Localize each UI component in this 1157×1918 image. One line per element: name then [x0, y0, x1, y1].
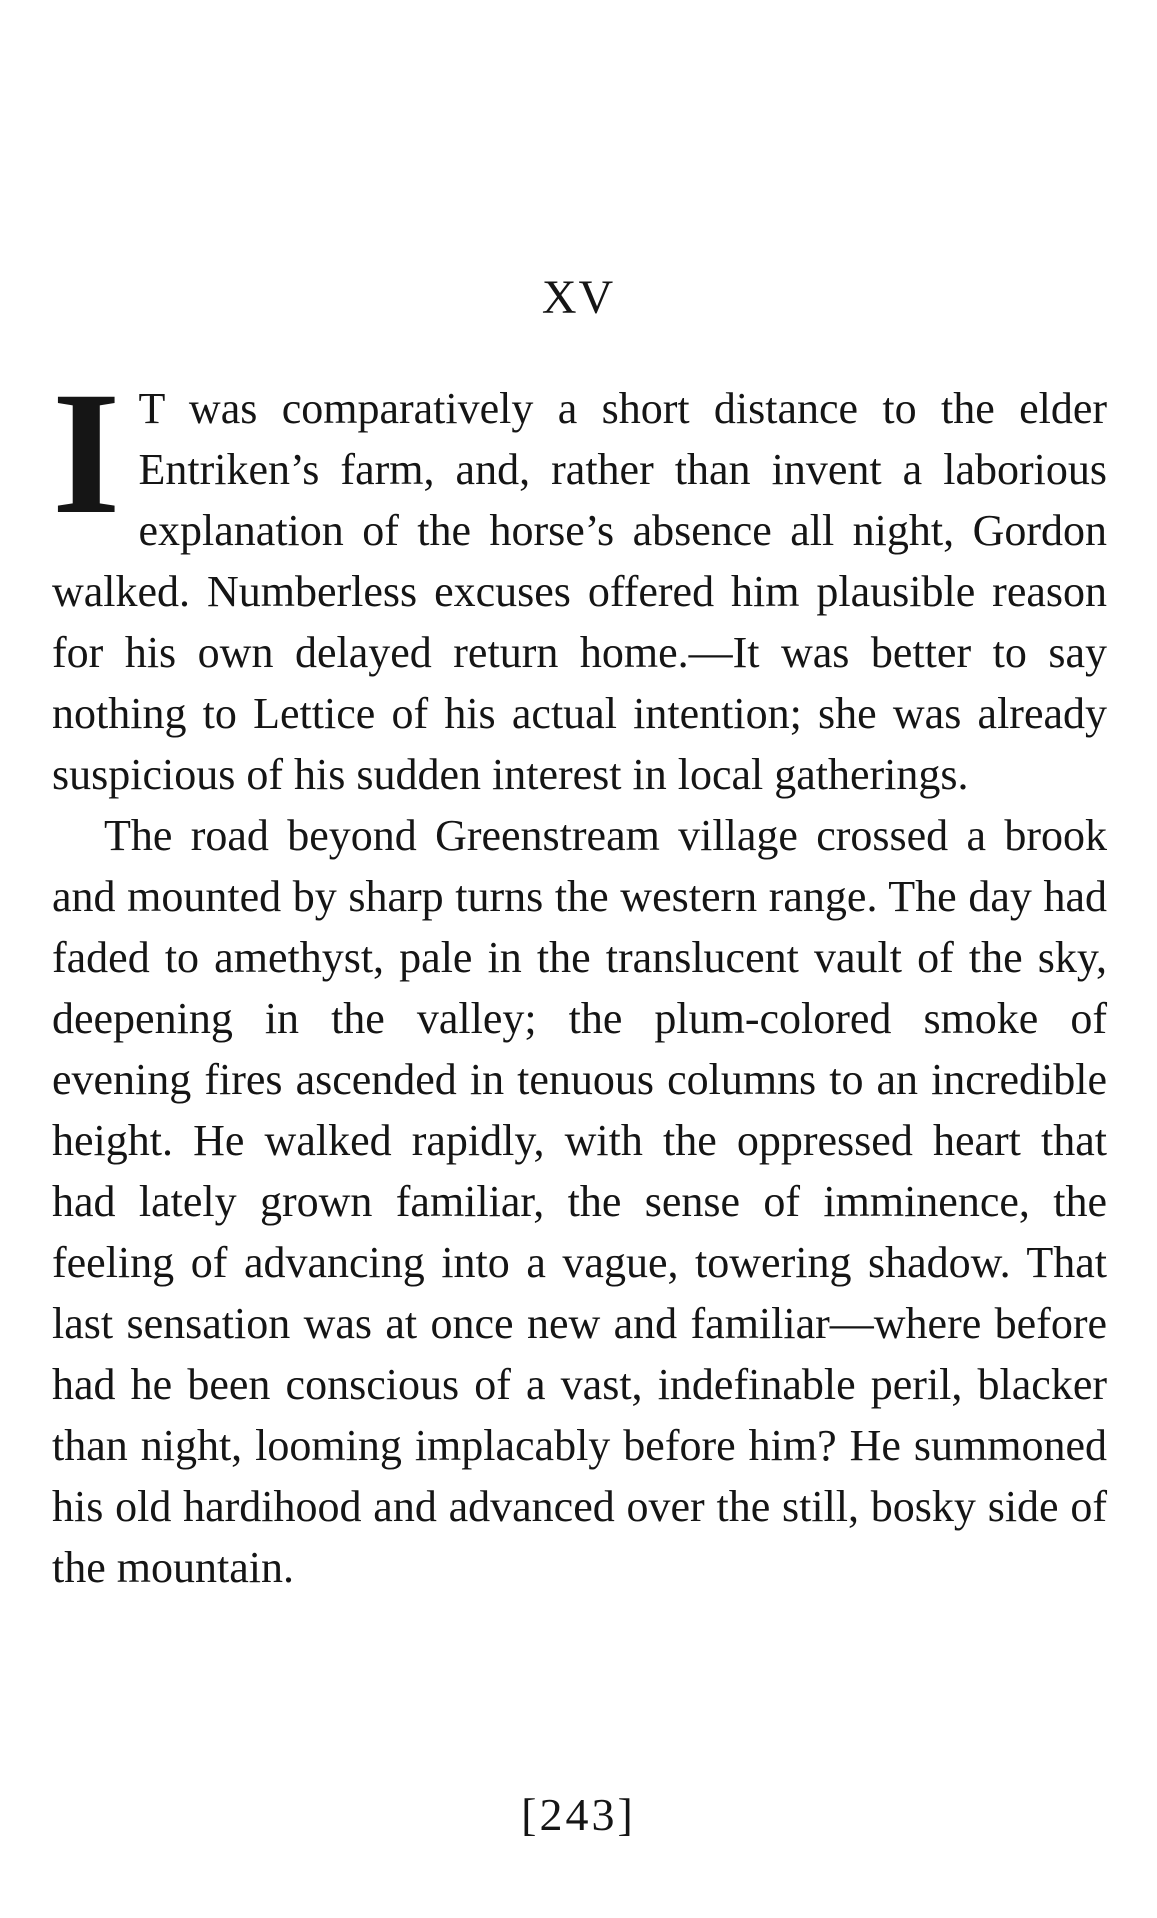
chapter-heading: XV	[541, 271, 616, 324]
paragraph-2-text: The road beyond Greenstream village crossed a brook and mounted by sharp turns the western range. The day had faded to amethyst, pale in the translucent vault of the sky, deepening in the valley; the plum-colored smoke of evening fires ascended in tenuous columns to an incredible height. He walked rapidly, with the oppressed heart that had lately grown familiar, the sense of imminence, the feeling of advancing into a vague, towering shadow. That last sensation was at once new and familiar—where before had he been conscious of a vast, indefinable peril, blacker than night, looming implacably before him? He summoned his old hardihood and advanced over the still, bosky side of the mountain.	[52, 811, 1107, 1592]
paragraph-1-text: T was comparatively a short distance to the elder Entriken’s farm, and, rather than invent a laborious explanation of the horse’s absence all night, Gordon walked. Numberless excuses offered him plausible reason for his own delayed return home.—It was better to say nothing to Lettice of his actual intention; she was already suspicious of his sudden interest in local gatherings.	[52, 384, 1107, 799]
drop-cap: I	[52, 356, 121, 551]
page-number: [243]	[521, 1789, 636, 1840]
paragraph-2	[52, 805, 1107, 1598]
chapter-body	[52, 356, 1107, 1598]
paragraph-1	[52, 356, 1107, 805]
